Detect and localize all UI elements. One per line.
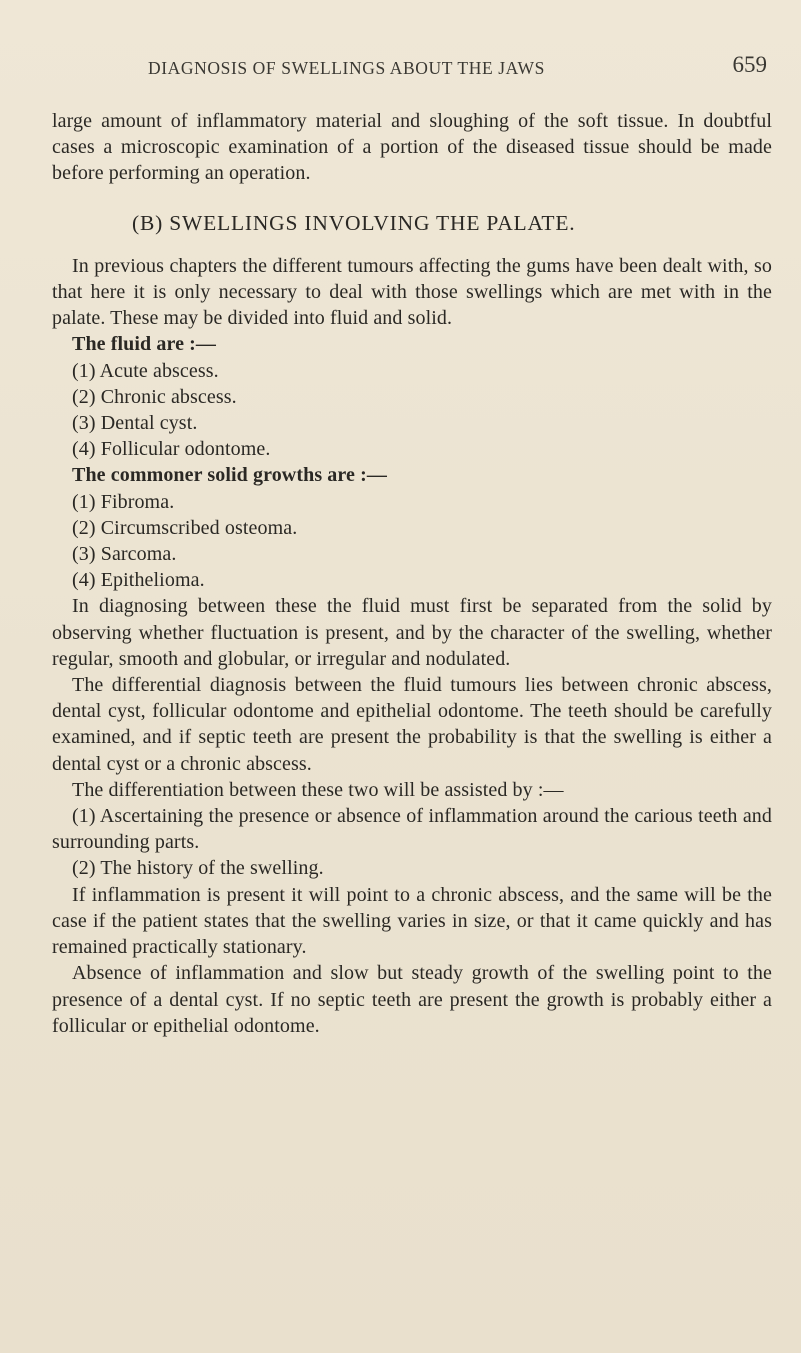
paragraph-item-1: (1) Ascertaining the presence or absence of inflammation around the carious teeth and surrounding parts. bbox=[52, 805, 772, 854]
paragraph-absence: Absence of inflammation and slow but steady growth of the swelling point to the presence of a dental cyst. If no septic teeth are present the growth is probably either a follicular or epithelial odontome. bbox=[52, 962, 772, 1037]
fluid-heading: The fluid are :— bbox=[72, 333, 217, 356]
body-text bbox=[52, 108, 772, 1039]
fluid-list-item: (3) Dental cyst. bbox=[72, 412, 198, 435]
paragraph-diagnosing: In diagnosing between these the fluid must first be separated from the solid by observing whether fluctuation is present, and by the character of the swelling, whether regular, smooth and globular, or irregular and nodulated. bbox=[52, 595, 772, 670]
paragraph-inflammation: If inflammation is present it will point to a chronic abscess, and the same will be the case if the patient states that the swelling varies in size, or that it came quickly and has remained practically stationary. bbox=[52, 883, 772, 959]
solid-list-item: (4) Epithelioma. bbox=[72, 569, 205, 592]
paragraph-item-2: (2) The history of the swelling. bbox=[72, 857, 324, 880]
intro-paragraph: large amount of inflammatory material and sloughing of the soft tissue. In doubtful cases a microscopic examination of a portion of the diseased tissue should be made before performing an operation. bbox=[52, 110, 772, 185]
section-title: (B) SWELLINGS INVOLVING THE PALATE. bbox=[132, 210, 576, 235]
running-head: DIAGNOSIS OF SWELLINGS ABOUT THE JAWS bbox=[148, 58, 545, 78]
paragraph-previous-chapters: In previous chapters the different tumours affecting the gums have been dealt with, so that here it is only necessary to deal with those swellings which are met with in the palate. These may be divided into fluid and solid. bbox=[52, 254, 772, 330]
solid-heading: The commoner solid growths are :— bbox=[72, 464, 387, 487]
paragraph-differentiation: The differentiation between these two will be assisted by :— bbox=[72, 778, 564, 801]
fluid-list-item: (2) Chronic abscess. bbox=[72, 385, 237, 408]
solid-list-item: (3) Sarcoma. bbox=[72, 543, 177, 566]
fluid-list-item: (1) Acute abscess. bbox=[72, 359, 219, 382]
paragraph-differential: The differential diagnosis between the fluid tumours lies between chronic abscess, dental cyst, follicular odontome and epithelial odontome. The teeth should be carefully examined, and if septic teeth are present the probability is that the swelling is either a dental cyst or a chronic abscess. bbox=[52, 674, 772, 775]
page-number: 659 bbox=[732, 52, 767, 77]
fluid-list-item: (4) Follicular odontome. bbox=[72, 438, 271, 461]
solid-list-item: (2) Circumscribed osteoma. bbox=[72, 516, 298, 539]
solid-list-item: (1) Fibroma. bbox=[72, 490, 175, 513]
